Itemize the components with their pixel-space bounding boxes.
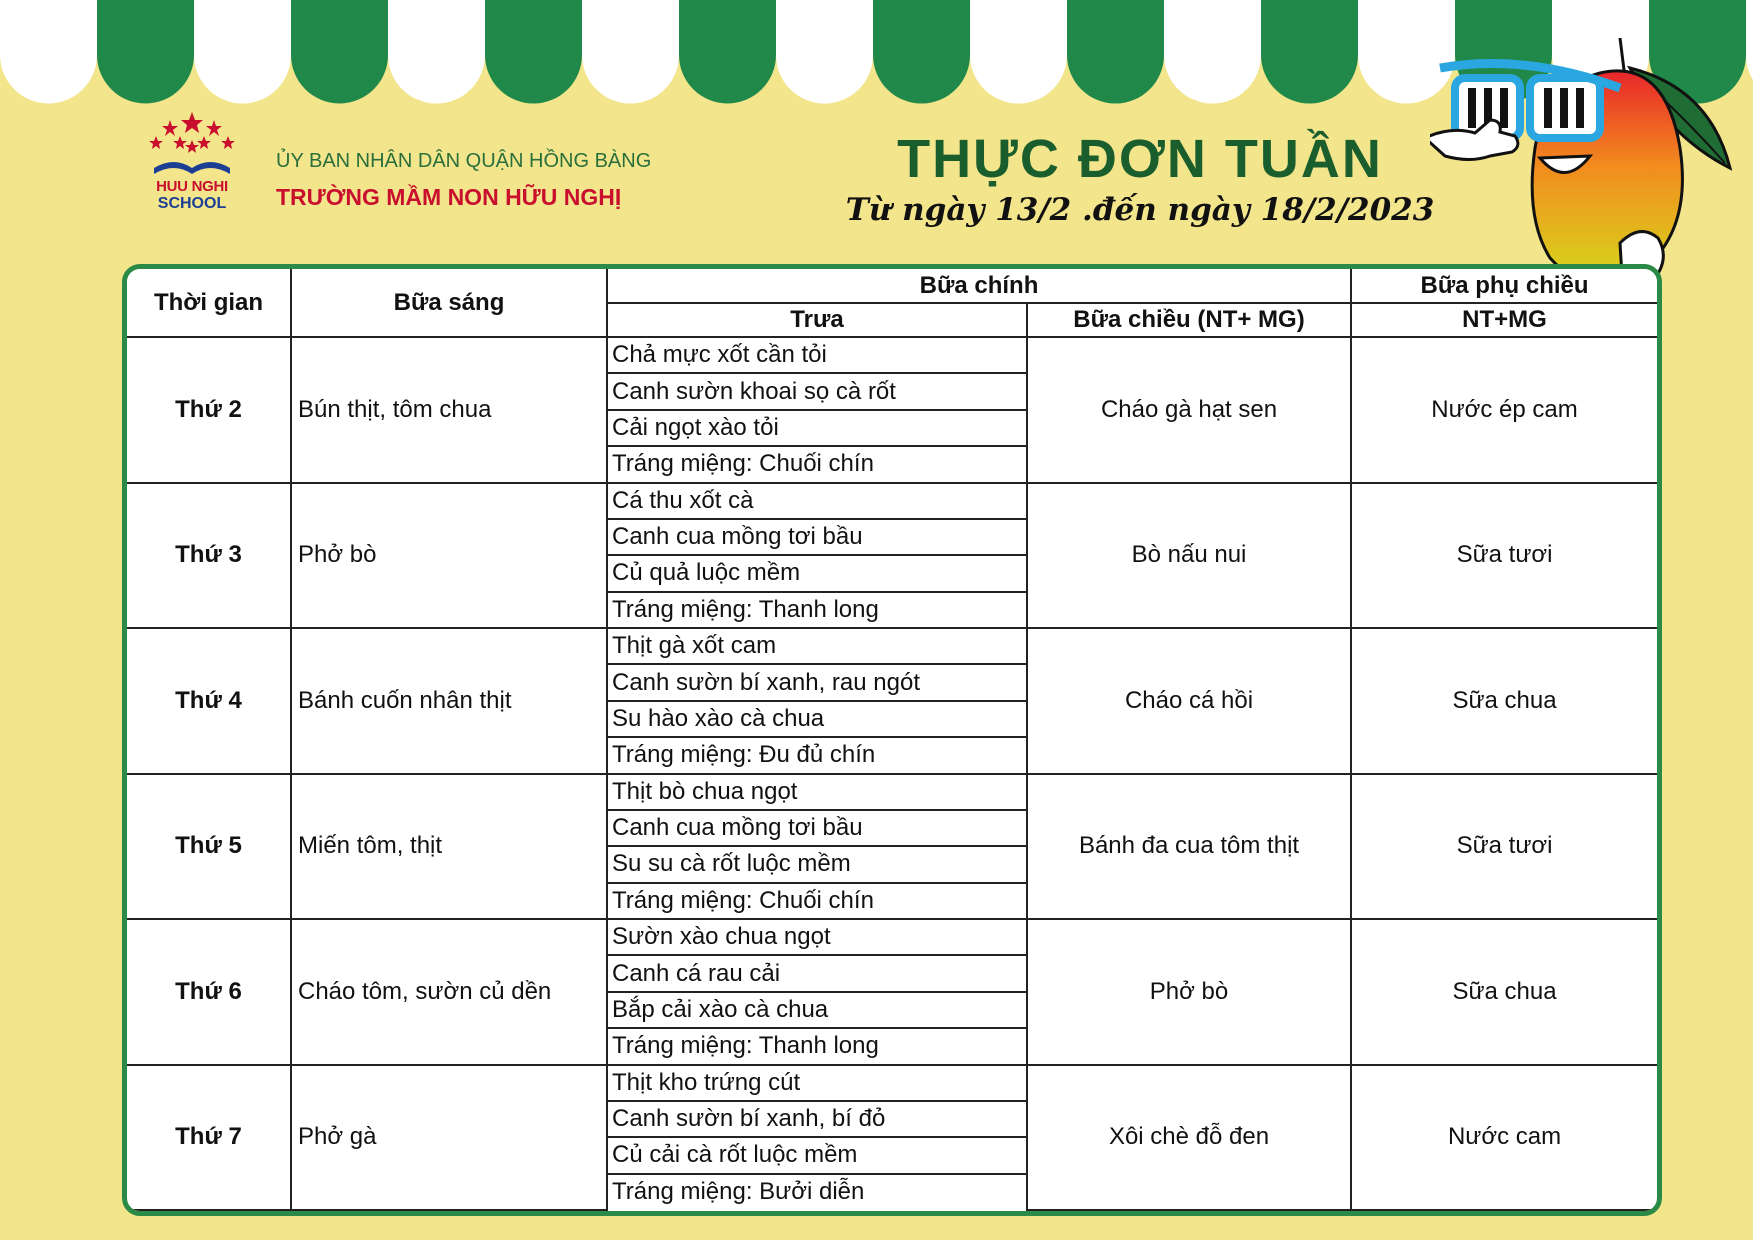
breakfast-cell: Phở gà: [291, 1065, 607, 1211]
snack-cell: Sữa tươi: [1351, 483, 1657, 629]
awning-scallop: [679, 0, 776, 103]
day-cell: Thứ 2: [127, 337, 291, 483]
header-snack-group: NT+MG: [1351, 303, 1657, 337]
header-lunch: Trưa: [607, 303, 1027, 337]
lunch-item-cell: Tráng miệng: Bưởi diễn: [607, 1174, 1027, 1210]
afternoon-meal-cell: Cháo cá hồi: [1027, 628, 1351, 774]
awning-scallop: [873, 0, 970, 104]
weekly-menu-card: [122, 264, 1662, 1216]
awning-scallop: [291, 0, 388, 103]
school-name: TRƯỜNG MẦM NON HỮU NGHỊ: [276, 184, 622, 210]
table-row: [127, 774, 1657, 810]
lunch-item-cell: Canh cua mồng tơi bầu: [607, 519, 1027, 555]
district-committee-name: ỦY BAN NHÂN DÂN QUẬN HỒNG BÀNG: [276, 150, 652, 172]
day-cell: Thứ 4: [127, 628, 291, 774]
lunch-item-cell: Tráng miệng: Chuối chín: [607, 446, 1027, 482]
snack-cell: Sữa tươi: [1351, 774, 1657, 920]
lunch-item-cell: Cá thu xốt cà: [607, 483, 1027, 519]
awning-scallop: [776, 0, 873, 104]
table-row: [127, 1065, 1657, 1101]
day-cell: Thứ 5: [127, 774, 291, 920]
lunch-item-cell: Tráng miệng: Thanh long: [607, 1028, 1027, 1064]
header-afternoon-snack: Bữa phụ chiều: [1351, 269, 1657, 303]
awning-scallop: [0, 0, 97, 103]
lunch-item-cell: Canh sườn khoai sọ cà rốt: [607, 373, 1027, 409]
page-title: THỰC ĐƠN TUẦN: [897, 129, 1383, 189]
table-row: [127, 919, 1657, 955]
awning-scallop: [485, 0, 582, 104]
logo-text-line2: SCHOOL: [157, 195, 227, 212]
afternoon-meal-cell: Bánh đa cua tôm thịt: [1027, 774, 1351, 920]
day-cell: Thứ 7: [127, 1065, 291, 1211]
mango-mascot-icon: [1430, 28, 1753, 298]
header-time: Thời gian: [127, 269, 291, 337]
breakfast-cell: Miến tôm, thịt: [291, 774, 607, 920]
lunch-item-cell: Bắp cải xào cà chua: [607, 992, 1027, 1028]
snack-cell: Sữa chua: [1351, 628, 1657, 774]
lunch-item-cell: Canh sườn bí xanh, rau ngót: [607, 664, 1027, 700]
awning-scallop: [1261, 0, 1358, 104]
breakfast-cell: Bánh cuốn nhân thịt: [291, 628, 607, 774]
afternoon-meal-cell: Phở bò: [1027, 919, 1351, 1065]
lunch-item-cell: Canh cua mồng tơi bầu: [607, 810, 1027, 846]
afternoon-meal-cell: Cháo gà hạt sen: [1027, 337, 1351, 483]
header-afternoon-meal: Bữa chiều (NT+ MG): [1027, 303, 1351, 337]
lunch-item-cell: Su su cà rốt luộc mềm: [607, 846, 1027, 882]
afternoon-meal-cell: Bò nấu nui: [1027, 483, 1351, 629]
day-cell: Thứ 3: [127, 483, 291, 629]
lunch-item-cell: Chả mực xốt cần tỏi: [607, 337, 1027, 373]
lunch-item-cell: Tráng miệng: Thanh long: [607, 592, 1027, 628]
lunch-item-cell: Cải ngọt xào tỏi: [607, 410, 1027, 446]
lunch-item-cell: Thịt kho trứng cút: [607, 1065, 1027, 1101]
lunch-item-cell: Canh cá rau cải: [607, 955, 1027, 991]
table-row: [127, 337, 1657, 373]
awning-scallop: [1164, 0, 1261, 104]
lunch-item-cell: Tráng miệng: Chuối chín: [607, 883, 1027, 919]
lunch-item-cell: Sườn xào chua ngọt: [607, 919, 1027, 955]
lunch-item-cell: Canh sườn bí xanh, bí đỏ: [607, 1101, 1027, 1137]
lunch-item-cell: Thịt gà xốt cam: [607, 628, 1027, 664]
awning-scallop: [388, 0, 485, 104]
snack-cell: Nước ép cam: [1351, 337, 1657, 483]
table-row: [127, 628, 1657, 664]
lunch-item-cell: Củ quả luộc mềm: [607, 555, 1027, 591]
awning-scallop: [582, 0, 679, 104]
awning-scallop: [194, 0, 291, 104]
breakfast-cell: Phở bò: [291, 483, 607, 629]
breakfast-cell: Cháo tôm, sườn củ dền: [291, 919, 607, 1065]
awning-scallop: [970, 0, 1067, 104]
lunch-item-cell: Củ cải cà rốt luộc mềm: [607, 1137, 1027, 1173]
lunch-item-cell: Su hào xào cà chua: [607, 701, 1027, 737]
awning-scallop: [97, 0, 194, 103]
date-range-subtitle: Từ ngày 13/2 .đến ngày 18/2/2023: [845, 192, 1435, 228]
snack-cell: Sữa chua: [1351, 919, 1657, 1065]
table-row: [127, 483, 1657, 519]
header-breakfast: Bữa sáng: [291, 269, 607, 337]
weekly-menu-table: [127, 269, 1657, 1211]
awning-scallop: [1067, 0, 1164, 104]
logo-text-line1: HUU NGHI: [156, 178, 228, 195]
breakfast-cell: Bún thịt, tôm chua: [291, 337, 607, 483]
lunch-item-cell: Tráng miệng: Đu đủ chín: [607, 737, 1027, 773]
snack-cell: Nước cam: [1351, 1065, 1657, 1211]
day-cell: Thứ 6: [127, 919, 291, 1065]
afternoon-meal-cell: Xôi chè đỗ đen: [1027, 1065, 1351, 1211]
lunch-item-cell: Thịt bò chua ngọt: [607, 774, 1027, 810]
header-main-meal: Bữa chính: [607, 269, 1351, 303]
